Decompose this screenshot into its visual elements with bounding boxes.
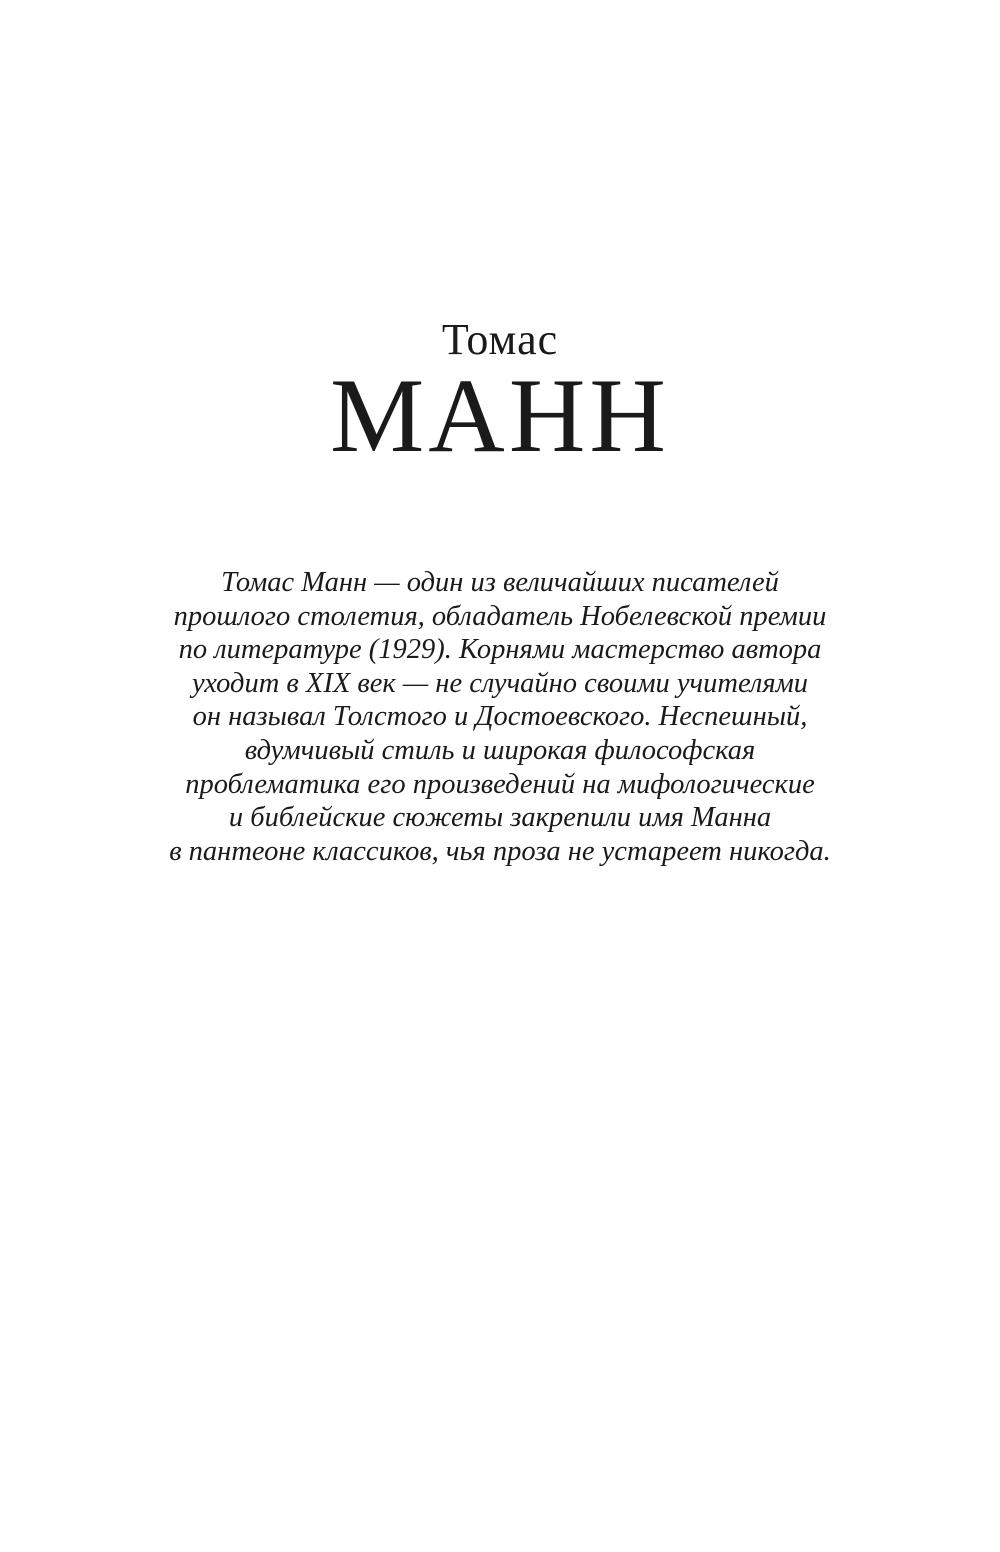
- author-blurb: [150, 566, 850, 868]
- blurb-line: в пантеоне классиков, чья проза не устареет никогда.: [169, 835, 831, 867]
- author-first-name: Томас: [441, 315, 559, 364]
- author-last-name: МАНН: [330, 357, 670, 474]
- blurb-line: уходит в XIX век — не случайно своими учителями: [191, 667, 809, 699]
- blurb-line: по литературе (1929). Корнями мастерство автора: [178, 634, 822, 666]
- blurb-line: проблематика его произведений на мифологические: [185, 768, 815, 800]
- blurb-line: прошлого столетия, обладатель Нобелевской премии: [173, 600, 827, 632]
- blurb-line: он называл Толстого и Достоевского. Неспешный,: [192, 701, 808, 733]
- blurb-line: и библейские сюжеты закрепили имя Манна: [228, 802, 772, 834]
- blurb-line: Томас Манн — один из величайших писателей: [221, 567, 779, 598]
- blurb-line: вдумчивый стиль и широкая философская: [244, 734, 756, 766]
